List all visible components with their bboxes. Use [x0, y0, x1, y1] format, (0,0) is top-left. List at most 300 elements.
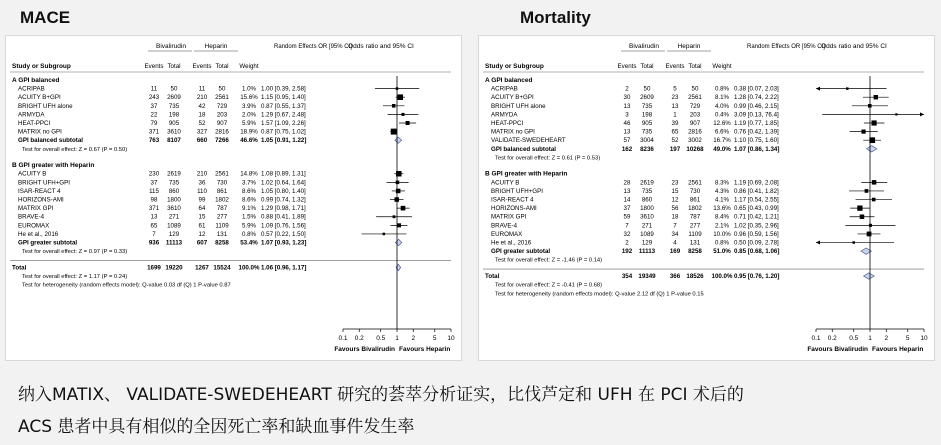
- subtotal-n2: 8258: [688, 248, 702, 256]
- point-estimate: [872, 120, 877, 125]
- study-e1: 30: [623, 94, 631, 102]
- study-e1: 7: [152, 230, 156, 238]
- study-e1: 13: [623, 187, 631, 195]
- study-e2: 56: [671, 205, 679, 213]
- total-column-header: Total: [640, 63, 654, 70]
- study-n2: 730: [689, 187, 701, 195]
- subtotal-ci: 1.07 [0.86, 1.34]: [734, 145, 780, 153]
- x-tick-label: 5: [905, 335, 910, 342]
- x-tick-label: 1: [395, 335, 399, 342]
- study-label: VALIDATE-SWEDEHEART: [491, 137, 566, 145]
- study-label: BRIGHT UFH+GPI: [18, 179, 70, 187]
- study-e2: 52: [198, 120, 206, 127]
- point-estimate: [852, 241, 854, 243]
- point-estimate: [895, 113, 897, 115]
- study-e2: 327: [196, 128, 208, 136]
- study-n2: 2816: [215, 128, 229, 136]
- total-ci: 0.95 [0.76, 1.20]: [734, 273, 780, 281]
- study-label: ACRIPAB: [491, 85, 518, 93]
- study-n1: 198: [168, 111, 180, 119]
- study-e2: 99: [198, 196, 206, 204]
- test-note: Test for heterogeneity (random effects model): Q-value 2.12 df (Q) 1 P-value 0.15: [495, 291, 704, 298]
- total-w: 100.0%: [238, 264, 260, 272]
- study-w: 5.9%: [241, 120, 257, 127]
- study-e1: 243: [148, 94, 160, 102]
- caption-line-2: ACS 患者中具有相似的全因死亡率和缺血事件发生率: [18, 417, 415, 437]
- study-w: 8.6%: [241, 187, 257, 195]
- subtotal-n1: 11113: [638, 248, 656, 256]
- study-e2: 11: [198, 85, 206, 93]
- study-w: 4.1%: [714, 196, 730, 204]
- study-label: ACUITY B: [18, 170, 47, 178]
- study-label: EUROMAX: [491, 230, 523, 238]
- subtotal-n1: 11113: [165, 239, 183, 247]
- study-n1: 129: [168, 230, 180, 238]
- study-ci: 1.29 [0.98, 1.71]: [261, 205, 306, 213]
- events-column-header: Events: [192, 63, 212, 70]
- study-label: ARMYDA: [491, 111, 518, 119]
- study-label: ACRIPAB: [18, 85, 45, 93]
- study-ci: 0.76 [0.42, 1.39]: [734, 128, 779, 136]
- study-n2: 203: [216, 111, 228, 119]
- study-e1: 37: [623, 205, 631, 213]
- study-n1: 3004: [640, 137, 654, 145]
- study-w: 5.9%: [241, 222, 257, 230]
- study-label: ACUITY B+GPI: [491, 94, 534, 102]
- subtotal-ci: 1.05 [0.91, 1.22]: [261, 137, 307, 145]
- point-estimate: [872, 180, 876, 184]
- study-label: HORIZONS-AMI: [491, 205, 537, 213]
- study-n2: 2561: [688, 94, 702, 102]
- study-n2: 1109: [688, 230, 702, 238]
- study-ci: 1.28 [0.74, 2.22]: [734, 94, 779, 102]
- test-note: Test for overall effect: Z = 1.17 (P = 0.24): [22, 274, 128, 281]
- study-n2: 787: [689, 213, 701, 221]
- x-tick-label: 2: [411, 335, 416, 342]
- study-n2: 1109: [215, 222, 229, 230]
- subtotal-n2: 8258: [215, 239, 229, 247]
- study-e1: 2: [625, 239, 629, 247]
- subgroup-header: A GPI balanced: [485, 77, 533, 84]
- study-ci: 0.87 [0.75, 1.02]: [261, 128, 306, 136]
- study-n2: 3002: [688, 137, 702, 145]
- study-n1: 1800: [167, 196, 181, 204]
- x-tick-label: 5: [432, 335, 437, 342]
- study-e2: 42: [198, 102, 206, 110]
- study-e1: 98: [150, 196, 158, 204]
- point-estimate: [872, 198, 876, 202]
- study-n2: 50: [691, 85, 699, 93]
- test-note: Test for heterogeneity (random effects model): Q-value 0.03 df (Q) 1 P-value 0.87: [22, 282, 231, 289]
- study-e1: 37: [150, 102, 158, 110]
- total-w: 100.0%: [711, 273, 733, 281]
- study-w: 6.6%: [714, 128, 730, 136]
- point-estimate: [383, 233, 385, 235]
- point-estimate: [392, 104, 396, 108]
- study-e2: 23: [671, 179, 679, 187]
- study-n1: 905: [641, 120, 653, 127]
- plot-column-header: Odds ratio and 95% CI: [821, 43, 887, 50]
- caption-line-1: 纳入MATIX、 VALIDATE-SWEDEHEART 研究的荟萃分析证实，比伐芦定和 UFH 在 PCI 术后的: [18, 385, 744, 405]
- group1-header: Bivalirudin: [629, 43, 659, 50]
- mace-title: MACE: [20, 8, 71, 27]
- study-w: 8.3%: [714, 179, 730, 187]
- total-e1: 1699: [147, 264, 161, 272]
- mortality-forest-plot: [478, 35, 935, 361]
- study-label: HORIZONS-AMI: [18, 196, 64, 204]
- study-w: 12.6%: [713, 120, 731, 127]
- point-estimate: [865, 189, 869, 193]
- x-tick-label: 0.2: [354, 335, 364, 342]
- point-estimate: [398, 94, 404, 100]
- study-label: HEAT-PPCI: [491, 120, 524, 127]
- study-e1: 13: [623, 128, 631, 136]
- study-n1: 198: [641, 111, 653, 119]
- study-e2: 12: [671, 196, 679, 204]
- study-ci: 0.65 [0.43, 0.99]: [734, 205, 779, 213]
- total-n2: 18526: [686, 273, 704, 281]
- study-n1: 735: [168, 179, 180, 187]
- study-e1: 32: [623, 230, 631, 238]
- study-n1: 50: [170, 85, 178, 93]
- study-ci: 0.88 [0.41, 1.89]: [261, 213, 306, 221]
- study-n1: 271: [641, 222, 653, 230]
- x-tick-label: 1: [868, 335, 872, 342]
- study-label: BRIGHT UFH alone: [18, 102, 73, 110]
- study-n1: 735: [641, 128, 653, 136]
- point-estimate: [401, 206, 406, 211]
- total-column-header: Total: [688, 63, 702, 70]
- study-e2: 7: [673, 222, 677, 230]
- study-n1: 735: [168, 102, 180, 110]
- study-e2: 12: [198, 230, 206, 238]
- study-n2: 907: [216, 120, 228, 127]
- study-e1: 79: [150, 120, 158, 127]
- group2-header: Heparin: [204, 43, 228, 50]
- study-label: He et al., 2016: [491, 239, 532, 247]
- subtotal-label: GPI balanced subtotal: [18, 137, 83, 145]
- subtotal-e2: 607: [196, 239, 208, 247]
- x-tick-label: 10: [447, 335, 455, 342]
- ci-column-header: Random Effects OR [95% CI]: [274, 44, 352, 50]
- study-label: ARMYDA: [18, 111, 45, 119]
- study-n1: 50: [643, 85, 651, 93]
- subtotal-e2: 197: [669, 145, 681, 153]
- total-column-header: Total: [167, 63, 181, 70]
- study-label: ACUITY B+GPI: [18, 94, 61, 102]
- subtotal-diamond: [866, 146, 876, 152]
- study-e2: 15: [671, 187, 679, 195]
- study-n1: 3610: [167, 128, 181, 136]
- study-e1: 3: [625, 111, 629, 119]
- study-ci: 0.96 [0.59, 1.56]: [734, 230, 779, 238]
- study-ci: 1.09 [0.76, 1.56]: [261, 222, 306, 230]
- point-estimate: [391, 129, 397, 135]
- study-e1: 37: [150, 179, 158, 187]
- study-ci: 0.99 [0.46, 2.15]: [734, 102, 779, 110]
- group1-header: Bivalirudin: [156, 43, 186, 50]
- study-ci: 1.19 [0.77, 1.85]: [734, 120, 779, 127]
- study-ci: 1.00 [0.39, 2.58]: [261, 85, 306, 93]
- study-label: BRAVE-4: [18, 213, 45, 221]
- test-note: Test for overall effect: Z = -1.46 (P = 0.14): [495, 257, 603, 264]
- favours-right-label: Favours Heparin: [399, 346, 451, 353]
- subtotal-label: GPI greater subtotal: [18, 239, 78, 247]
- study-ci: 1.05 [0.80, 1.40]: [261, 187, 306, 195]
- study-w: 0.8%: [714, 239, 730, 247]
- events-column-header: Events: [144, 63, 164, 70]
- subtotal-n2: 10268: [686, 145, 704, 153]
- study-n1: 1089: [640, 230, 654, 238]
- subtotal-diamond: [395, 239, 402, 245]
- study-n1: 3610: [640, 213, 654, 221]
- subtotal-e2: 660: [196, 137, 208, 145]
- mortality-forest-svg: [479, 36, 934, 360]
- study-e2: 1: [673, 111, 677, 119]
- study-n2: 2561: [688, 179, 702, 187]
- study-n2: 861: [216, 187, 228, 195]
- study-w: 16.7%: [713, 137, 731, 145]
- favours-left-label: Favours Bivalirudin: [334, 346, 395, 353]
- study-ci: 0.86 [0.41, 1.82]: [734, 187, 779, 195]
- total-e2: 366: [669, 273, 681, 281]
- study-e2: 4: [673, 239, 677, 247]
- study-w: 4.3%: [714, 187, 730, 195]
- study-e2: 61: [198, 222, 206, 230]
- study-e2: 34: [671, 230, 679, 238]
- study-e1: 11: [150, 85, 158, 93]
- point-estimate: [874, 95, 878, 99]
- study-n2: 277: [216, 213, 228, 221]
- x-tick-label: 2: [884, 335, 889, 342]
- study-e2: 64: [198, 205, 206, 213]
- study-e1: 22: [150, 111, 158, 119]
- total-n1: 19220: [165, 264, 183, 272]
- study-e1: 14: [623, 196, 631, 204]
- subtotal-e1: 162: [621, 145, 633, 153]
- study-w: 4.0%: [714, 102, 730, 110]
- study-ci: 0.57 [0.22, 1.50]: [261, 230, 306, 238]
- study-n2: 787: [216, 205, 228, 213]
- subgroup-header: B GPI greater with Heparin: [485, 170, 568, 178]
- study-label: MATRIX no GPI: [18, 128, 62, 136]
- study-label: MATRIX no GPI: [491, 128, 535, 136]
- study-n1: 129: [641, 239, 653, 247]
- subgroup-header: A GPI balanced: [12, 77, 60, 84]
- subtotal-e1: 763: [148, 137, 160, 145]
- study-n1: 860: [641, 196, 653, 204]
- point-estimate: [393, 215, 396, 218]
- study-ci: 1.17 [0.54, 2.55]: [734, 196, 779, 204]
- total-label: Total: [485, 273, 500, 281]
- favours-right-label: Favours Heparin: [872, 346, 924, 353]
- study-e2: 23: [671, 94, 679, 102]
- point-estimate: [869, 224, 872, 227]
- subtotal-w: 51.0%: [713, 248, 731, 256]
- study-w: 8.4%: [714, 213, 730, 221]
- point-estimate: [867, 232, 872, 237]
- weight-column-header: Weight: [712, 63, 732, 70]
- study-e2: 36: [198, 179, 206, 187]
- study-n1: 2609: [640, 94, 654, 102]
- subtotal-ci: 1.07 [0.93, 1.23]: [261, 239, 307, 247]
- study-e1: 371: [148, 128, 160, 136]
- study-e2: 5: [673, 85, 677, 93]
- events-column-header: Events: [665, 63, 685, 70]
- point-estimate: [396, 189, 401, 194]
- subtotal-e1: 192: [621, 248, 633, 256]
- study-w: 3.9%: [241, 102, 257, 110]
- test-note: Test for overall effect: Z = 0.97 (P = 0.33): [22, 249, 128, 256]
- study-n2: 131: [689, 239, 701, 247]
- study-ci: 0.71 [0.42, 1.21]: [734, 213, 779, 221]
- study-n1: 905: [168, 120, 180, 127]
- study-e1: 2: [625, 85, 629, 93]
- study-label: EUROMAX: [18, 222, 50, 230]
- study-n2: 277: [689, 222, 701, 230]
- total-label: Total: [12, 264, 27, 272]
- study-e1: 57: [623, 137, 631, 145]
- study-e1: 13: [150, 213, 158, 221]
- study-w: 10.0%: [713, 230, 731, 238]
- subgroup-header: B GPI greater with Heparin: [12, 162, 95, 170]
- ci-column-header: Random Effects OR [95% CI]: [747, 44, 825, 50]
- study-e2: 15: [198, 213, 206, 221]
- study-w: 2.1%: [714, 222, 730, 230]
- study-w: 8.1%: [714, 94, 730, 102]
- study-n2: 2561: [215, 94, 229, 102]
- total-diamond: [864, 273, 875, 279]
- study-n2: 1802: [215, 196, 229, 204]
- study-n1: 2619: [167, 170, 181, 178]
- subtotal-ci: 0.85 [0.68, 1.06]: [734, 248, 780, 256]
- study-label: HEAT-PPCI: [18, 120, 51, 127]
- subtotal-e1: 936: [148, 239, 160, 247]
- subtotal-e2: 169: [669, 248, 681, 256]
- study-e2: 18: [671, 213, 679, 221]
- subtotal-w: 53.4%: [240, 239, 258, 247]
- point-estimate: [846, 87, 848, 89]
- study-n2: 2816: [688, 128, 702, 136]
- x-tick-label: 0.5: [849, 335, 859, 342]
- study-e1: 59: [623, 213, 631, 221]
- study-label: BRIGHT UFH alone: [491, 102, 546, 110]
- study-ci: 1.02 [0.64, 1.64]: [261, 179, 306, 187]
- study-w: 1.5%: [241, 213, 257, 221]
- point-estimate: [406, 121, 410, 125]
- point-estimate: [861, 130, 865, 134]
- point-estimate: [396, 181, 400, 185]
- study-e1: 115: [149, 187, 159, 195]
- study-e1: 28: [623, 179, 631, 187]
- x-tick-label: 10: [920, 335, 928, 342]
- study-e2: 52: [671, 137, 679, 145]
- study-n2: 50: [218, 85, 226, 93]
- study-label: BRAVE-4: [491, 222, 518, 230]
- total-column-header: Total: [215, 63, 229, 70]
- study-w: 0.8%: [714, 85, 730, 93]
- point-estimate: [860, 214, 864, 218]
- x-tick-label: 0.2: [827, 335, 837, 342]
- point-estimate: [401, 113, 404, 116]
- study-w: 18.9%: [240, 128, 258, 136]
- study-n2: 2561: [215, 170, 229, 178]
- subtotal-n1: 8236: [640, 145, 654, 153]
- test-note: Test for overall effect: Z = 0.61 (P = 0.53): [495, 155, 601, 162]
- point-estimate: [857, 205, 862, 210]
- ci-arrow-right: [920, 112, 924, 116]
- study-n1: 3610: [167, 205, 181, 213]
- weight-column-header: Weight: [239, 63, 259, 70]
- subtotal-w: 46.6%: [240, 137, 258, 145]
- study-label: MATRIX GPI: [18, 205, 54, 213]
- study-w: 0.4%: [714, 111, 730, 119]
- study-n1: 860: [168, 187, 180, 195]
- study-n1: 735: [641, 102, 653, 110]
- study-ci: 0.87 [0.55, 1.37]: [261, 102, 306, 110]
- study-e1: 13: [623, 102, 631, 110]
- study-label: ISAR-REACT 4: [491, 196, 534, 204]
- study-ci: 1.57 [1.09, 2.26]: [261, 120, 306, 127]
- study-ci: 3.09 [0.13, 76.4]: [734, 111, 779, 119]
- subtotal-label: GPI balanced subtotal: [491, 145, 556, 153]
- study-n1: 735: [641, 187, 653, 195]
- study-w: 13.6%: [713, 205, 731, 213]
- study-e2: 210: [196, 170, 208, 178]
- study-e1: 46: [623, 120, 631, 127]
- study-w: 2.0%: [241, 111, 257, 119]
- study-e2: 39: [671, 120, 679, 127]
- x-tick-label: 0.5: [376, 335, 386, 342]
- study-label: He et al., 2016: [18, 230, 59, 238]
- study-ci: 1.08 [0.89, 1.31]: [261, 170, 306, 178]
- x-tick-label: 0.1: [338, 335, 348, 342]
- study-n2: 1802: [688, 205, 702, 213]
- study-e1: 371: [148, 205, 160, 213]
- x-tick-label: 0.1: [811, 335, 821, 342]
- subtotal-label: GPI greater subtotal: [491, 248, 551, 256]
- total-n2: 15524: [213, 264, 231, 272]
- study-e1: 230: [148, 170, 160, 178]
- study-e1: 65: [150, 222, 158, 230]
- study-ci: 0.50 [0.09, 2.78]: [734, 239, 779, 247]
- study-w: 15.6%: [240, 94, 258, 102]
- total-e2: 1267: [195, 264, 209, 272]
- favours-left-label: Favours Bivalirudin: [807, 346, 868, 353]
- study-n2: 861: [689, 196, 701, 204]
- study-n2: 203: [689, 111, 701, 119]
- study-n2: 730: [216, 179, 228, 187]
- total-n1: 19349: [638, 273, 656, 281]
- study-e1: 7: [625, 222, 629, 230]
- mace-forest-svg: [6, 36, 461, 360]
- study-column-header: Study or Subgroup: [485, 63, 544, 70]
- study-w: 0.8%: [241, 230, 257, 238]
- study-n1: 2619: [640, 179, 654, 187]
- total-e1: 354: [621, 273, 633, 281]
- study-n2: 907: [689, 120, 701, 127]
- ci-arrow-left: [816, 241, 820, 245]
- events-column-header: Events: [617, 63, 637, 70]
- point-estimate: [397, 223, 401, 227]
- study-ci: 1.19 [0.69, 2.08]: [734, 179, 779, 187]
- study-e2: 13: [671, 102, 679, 110]
- ci-arrow-left: [816, 87, 820, 91]
- study-w: 8.6%: [241, 196, 257, 204]
- study-column-header: Study or Subgroup: [12, 63, 71, 70]
- study-w: 1.0%: [241, 85, 257, 93]
- study-w: 3.7%: [241, 179, 257, 187]
